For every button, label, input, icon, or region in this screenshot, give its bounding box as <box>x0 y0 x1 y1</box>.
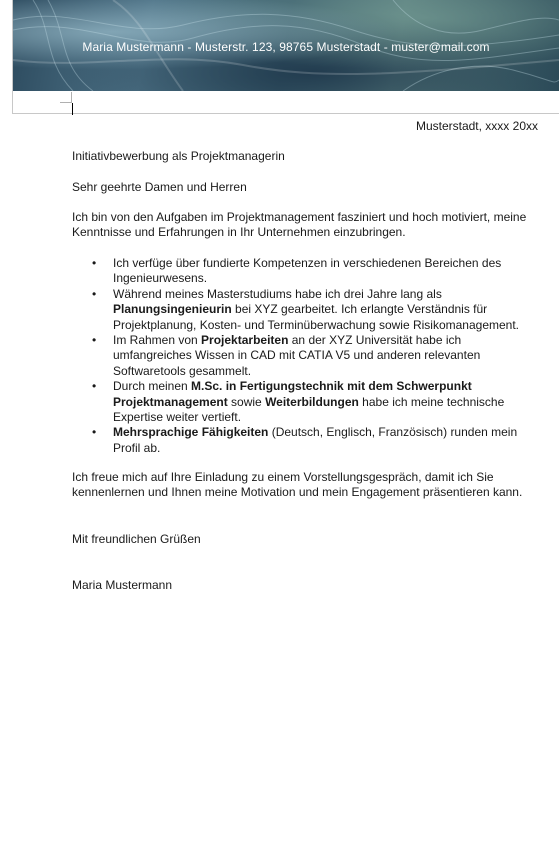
text-cursor[interactable] <box>72 103 73 115</box>
signature-name[interactable]: Maria Mustermann <box>72 578 173 592</box>
salutation[interactable]: Sehr geehrte Damen und Herren <box>72 180 247 194</box>
bullet-icon: • <box>92 256 97 270</box>
bullet-icon: • <box>92 333 97 348</box>
qualifications-list <box>72 256 542 456</box>
list-item[interactable]: • Mehrsprachige Fähigkeiten (Deutsch, Englisch, Französisch) runden mein Profil ab. <box>92 425 518 455</box>
margin-marker <box>60 102 72 103</box>
header-contact-line: Maria Mustermann - Musterstr. 123, 98765 Musterstadt - muster@mail.com <box>82 40 490 54</box>
list-item[interactable]: • Während meines Masterstudiums habe ich drei Jahre lang als Planungsingenieurin bei XYZ gearbeitet. Ich erlangte Verständnis für Projektplanung, Kosten- und Terminüberwachung sowie Risikomanagement. <box>92 286 520 332</box>
subject-line[interactable]: Initiativbewerbung als Projektmanagerin <box>72 149 285 163</box>
list-item[interactable]: • Durch meinen M.Sc. in Fertigungstechnik mit dem Schwerpunkt Projektmanagement sowie Weiterbildungen habe ich meine technische Expertise weiter vertieft. <box>92 379 505 425</box>
header-banner <box>13 0 559 91</box>
bullet-icon: • <box>92 425 97 440</box>
intro-paragraph[interactable]: Ich bin von den Aufgaben im Projektmanagement fasziniert und hoch motiviert, meine Kenntnisse und Erfahrungen in Ihr Unternehmen einzubringen. <box>72 210 527 240</box>
page-frame-left <box>12 0 13 114</box>
closing-paragraph[interactable]: Ich freue mich auf Ihre Einladung zu einem Vorstellungsgespräch, damit ich Sie kennenlernen und Ihnen meine Motivation und mein Engagement präsentieren kann. <box>72 470 523 500</box>
bullet-icon: • <box>92 379 97 394</box>
list-item[interactable]: • Im Rahmen von Projektarbeiten an der XYZ Universität habe ich umfangreiches Wissen in CAD mit CATIA V5 und anderen relevanten Softwaretools gesammelt. <box>92 333 481 378</box>
page-frame-bottom <box>12 113 559 114</box>
closing-greeting[interactable]: Mit freundlichen Grüßen <box>72 532 201 546</box>
margin-marker-vertical <box>71 92 72 102</box>
bullet-icon: • <box>92 286 97 301</box>
date-line[interactable]: Musterstadt, xxxx 20xx <box>415 119 538 133</box>
list-item[interactable]: • Ich verfüge über fundierte Kompetenzen in verschiedenen Bereichen des Ingenieurwesens. <box>92 256 502 286</box>
